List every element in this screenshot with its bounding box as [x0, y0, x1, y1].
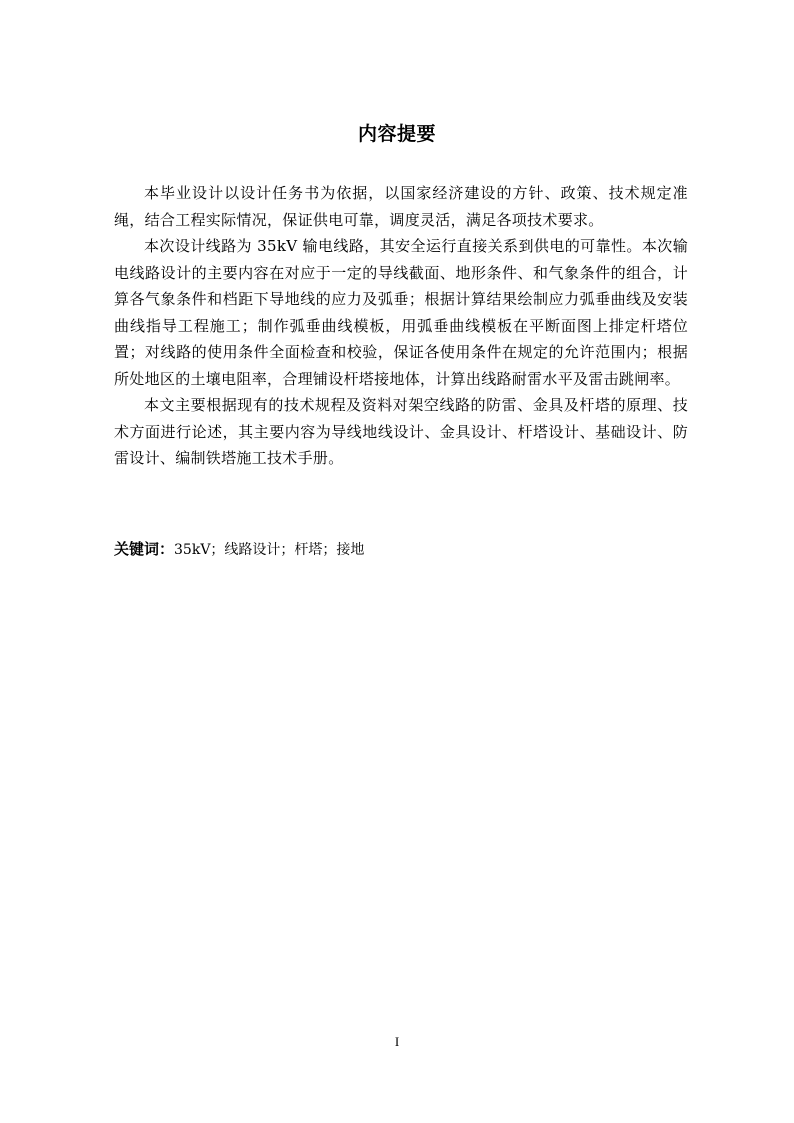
abstract-body — [114, 180, 688, 472]
keywords-line — [114, 538, 688, 561]
page-title: 内容提要 — [357, 123, 436, 145]
page-number: I — [394, 1034, 400, 1049]
abstract-paragraph-3: 本文主要根据现有的技术规程及资料对架空线路的防雷、金具及杆塔的原理、技术方面进行论述，其主要内容为导线地线设计、金具设计、杆塔设计、基础设计、防雷设计、编制铁塔施工技术手册。 — [114, 396, 688, 467]
abstract-paragraph-1: 本毕业设计以设计任务书为依据，以国家经济建设的方针、政策、技术规定准绳，结合工程实际情况，保证供电可靠，调度灵活，满足各项技术要求。 — [114, 184, 688, 229]
abstract-paragraph-2: 本次设计线路为 35kV 输电线路，其安全运行直接关系到供电的可靠性。本次输电线路设计的主要内容在对应于一定的导线截面、地形条件、和气象条件的组合，计算各气象条件和档距下导地线的应力及弧垂；根据计算结果绘制应力弧垂曲线及安装曲线指导工程施工；制作弧垂曲线模板，用弧垂曲线模板在平断面图上排定杆塔位置；对线路的使用条件全面检查和校验，保证各使用条件在规定的允许范围内；根据所处地区的土壤电阻率，合理铺设杆塔接地体，计算出线路耐雷水平及雷击跳闸率。 — [114, 237, 688, 388]
keywords-label: 关键词： — [114, 540, 175, 558]
keywords-value: 35kV；线路设计；杆塔；接地 — [174, 542, 365, 558]
